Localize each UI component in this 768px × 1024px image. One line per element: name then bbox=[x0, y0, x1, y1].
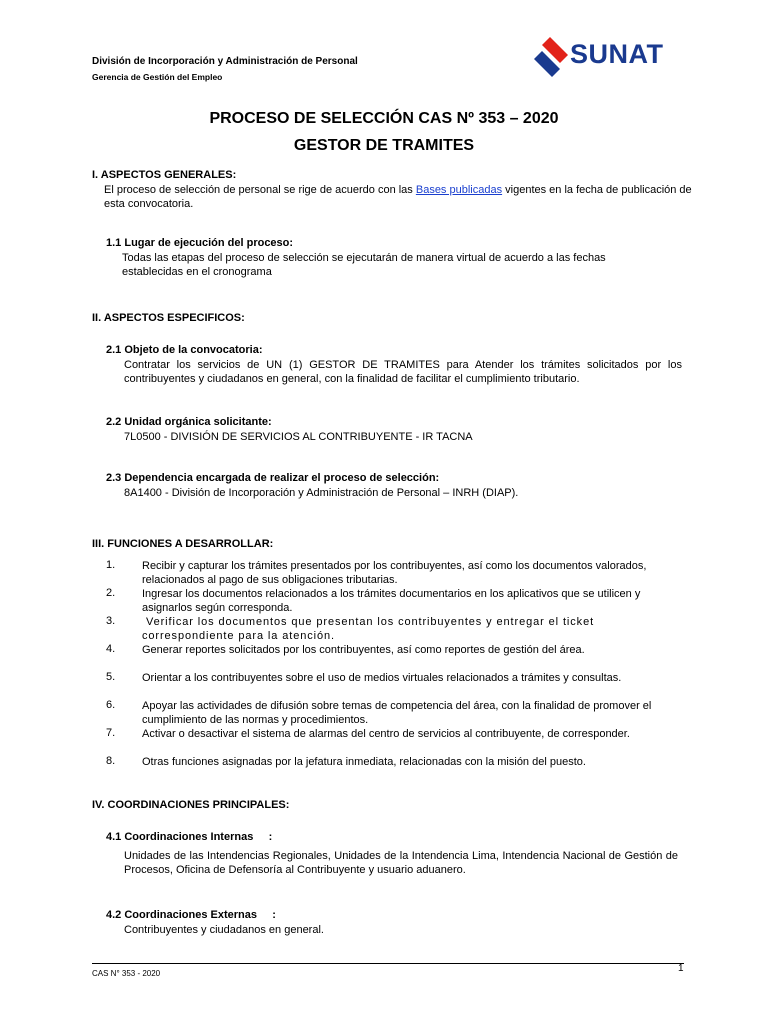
subsection-2-3-text: 8A1400 - División de Incorporación y Administración de Personal – INRH (DIAP). bbox=[124, 487, 519, 499]
subsection-2-2-text: 7L0500 - DIVISIÓN DE SERVICIOS AL CONTRIBUYENTE - IR TACNA bbox=[124, 431, 473, 443]
footer-divider bbox=[92, 963, 684, 964]
bases-publicadas-link[interactable]: Bases publicadas bbox=[415, 184, 503, 196]
footer-label: CAS N° 353 - 2020 bbox=[92, 969, 161, 978]
subsection-2-2-heading: 2.2 Unidad orgánica solicitante: bbox=[106, 416, 272, 428]
function-item-text: Recibir y capturar los trámites presentados por los contribuyentes, así como los documentos valorados, relacionados al pago de sus obligaciones tributarias. bbox=[142, 560, 647, 586]
section-1-text-before: El proceso de selección de personal se rige de acuerdo con las bbox=[104, 184, 416, 196]
logo-wordmark: SUNAT bbox=[570, 39, 664, 69]
function-item-number: 2. bbox=[106, 587, 116, 599]
subsection-4-1-text: Unidades de las Intendencias Regionales, Unidades de la Intendencia Lima, Intendencia Nacional de Gestión de Procesos, Oficina de Defensoría al Contribuyente y usuario aduanero. bbox=[124, 850, 678, 876]
subsection-1-1-text: Todas las etapas del proceso de selección se ejecutarán de manera virtual de acuerdo a las fechas establecidas en el cronograma bbox=[122, 252, 606, 278]
sunat-logo-icon bbox=[532, 34, 572, 80]
subsection-4-2-text: Contribuyentes y ciudadanos en general. bbox=[124, 924, 324, 936]
header-gerencia: Gerencia de Gestión del Empleo bbox=[92, 72, 223, 82]
subsection-2-3-heading: 2.3 Dependencia encargada de realizar el proceso de selección: bbox=[106, 472, 440, 484]
function-item-text: Ingresar los documentos relacionados a los trámites documentarios en los aplicativos que se utilicen y asignarlos según corresponda. bbox=[142, 588, 641, 614]
subsection-1-1-heading: 1.1 Lugar de ejecución del proceso: bbox=[106, 237, 294, 249]
subsection-2-1-text: Contratar los servicios de UN (1) GESTOR DE TRAMITES para Atender los trámites solicitados por los contribuyentes y ciudadanos en general, con la finalidad de facilitar el cumplimiento tributario. bbox=[124, 359, 682, 385]
section-1-text-after: vigentes en la fecha de publicación de esta convocatoria. bbox=[104, 184, 692, 210]
header-division: División de Incorporación y Administración de Personal bbox=[92, 56, 358, 67]
document-subtitle: GESTOR DE TRAMITES bbox=[293, 137, 475, 154]
subsection-2-1-heading: 2.1 Objeto de la convocatoria: bbox=[106, 344, 263, 356]
function-item-number: 1. bbox=[106, 559, 116, 571]
function-item-number: 4. bbox=[106, 643, 116, 655]
function-item-text: Otras funciones asignadas por la jefatura inmediata, relacionadas con la misión del puesto. bbox=[142, 756, 586, 768]
section-3-heading: III. FUNCIONES A DESARROLLAR: bbox=[92, 538, 274, 550]
sunat-logo bbox=[532, 34, 684, 80]
document-title: PROCESO DE SELECCIÓN CAS Nº 353 – 2020 bbox=[209, 110, 559, 127]
section-1-text bbox=[104, 183, 694, 211]
function-item-text: Generar reportes solicitados por los contribuyentes, así como reportes de gestión del área. bbox=[142, 644, 585, 656]
function-item-text: Orientar a los contribuyentes sobre el uso de medios virtuales relacionados a trámites y consultas. bbox=[142, 672, 622, 684]
function-item-text: Activar o desactivar el sistema de alarmas del centro de servicios al contribuyente, de corresponder. bbox=[142, 728, 630, 740]
page-number: 1 bbox=[678, 963, 684, 974]
section-4-heading: IV. COORDINACIONES PRINCIPALES: bbox=[92, 799, 290, 811]
function-item-number: 8. bbox=[106, 755, 116, 767]
function-item-number: 7. bbox=[106, 727, 116, 739]
function-item-text: Verificar los documentos que presentan los contribuyentes y entregar el ticket correspondiente para la atención. bbox=[142, 616, 599, 642]
section-1-heading: I. ASPECTOS GENERALES: bbox=[92, 169, 237, 181]
function-item-number: 6. bbox=[106, 699, 116, 711]
function-item-text: Apoyar las actividades de difusión sobre temas de competencia del área, con la finalidad de promover el cumplimiento de las normas y procedimientos. bbox=[142, 700, 652, 726]
subsection-4-1-heading: 4.1 Coordinaciones Internas : bbox=[106, 831, 273, 843]
function-item-number: 5. bbox=[106, 671, 116, 683]
section-2-heading: II. ASPECTOS ESPECIFICOS: bbox=[92, 312, 245, 324]
function-item-number: 3. bbox=[106, 615, 116, 627]
subsection-4-2-heading: 4.2 Coordinaciones Externas : bbox=[106, 909, 276, 921]
